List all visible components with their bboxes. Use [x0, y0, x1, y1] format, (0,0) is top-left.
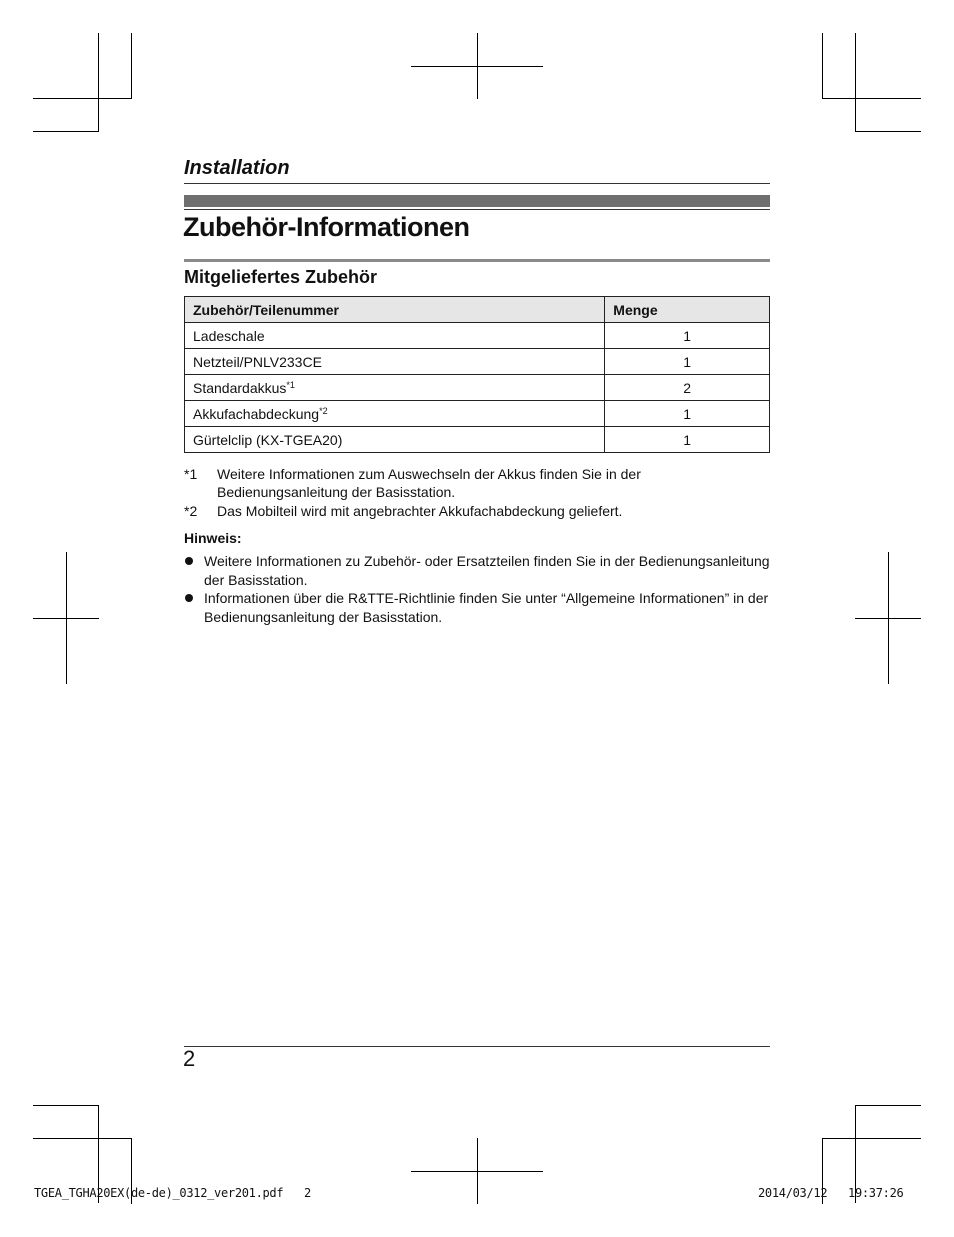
header-rule	[184, 183, 770, 184]
bullet-icon	[185, 594, 193, 602]
footnote-mark: *2	[184, 503, 198, 519]
note-text: Weitere Informationen zu Zubehör- oder Ersatzteilen finden Sie in der Bedienungsanleitung der Basisstation.	[204, 553, 770, 588]
column-header-quantity: Menge	[605, 297, 770, 323]
item-name: Ladeschale	[193, 327, 265, 344]
title-rule	[184, 209, 770, 210]
footnote-mark: *1	[184, 466, 198, 482]
item-cell	[185, 401, 605, 427]
table-row	[185, 375, 770, 401]
column-header-item: Zubehör/Teilenummer	[185, 297, 605, 323]
page-title: Zubehör-Informationen	[183, 212, 470, 242]
quantity-cell: 1	[605, 401, 770, 427]
table-row	[185, 427, 770, 453]
footnote	[184, 502, 770, 520]
table-row	[185, 401, 770, 427]
quantity-cell: 1	[605, 323, 770, 349]
accessory-table	[184, 296, 770, 453]
footnote-text: Das Mobilteil wird mit angebrachter Akkufachabdeckung geliefert.	[217, 503, 623, 519]
item-cell	[185, 349, 605, 375]
quantity-cell: 1	[605, 427, 770, 453]
item-name: Standardakkus	[193, 379, 287, 396]
item-cell	[185, 323, 605, 349]
quantity-cell: 2	[605, 375, 770, 401]
table-row	[185, 323, 770, 349]
item-name: Netzteil/PNLV233CE	[193, 353, 322, 370]
table-row	[185, 349, 770, 375]
note-label: Hinweis:	[184, 530, 242, 546]
footer-datetime: 2014/03/12 19:37:26	[758, 1186, 904, 1200]
item-cell	[185, 375, 605, 401]
item-cell	[185, 427, 605, 453]
title-bar	[184, 195, 770, 207]
title-underline	[184, 259, 770, 262]
bullet-icon	[185, 557, 193, 565]
table-header-row	[185, 297, 770, 323]
item-name: Akkufachabdeckung	[193, 405, 320, 422]
note-bullet	[184, 552, 770, 590]
note-text: Informationen über die R&TTE-Richtlinie finden Sie unter “Allgemeine Informationen” in der Bedienungsanleitung der Basisstation.	[204, 590, 769, 625]
subsection-title: Mitgeliefertes Zubehör	[184, 267, 378, 287]
footnote-ref: *1	[286, 379, 295, 390]
page-number: 2	[183, 1046, 196, 1071]
footer-rule	[184, 1046, 770, 1047]
quantity-cell: 1	[605, 349, 770, 375]
footnote-text: Weitere Informationen zum Auswechseln der Akkus finden Sie in der Bedienungsanleitung der Basisstation.	[217, 466, 641, 500]
footnote	[184, 465, 770, 501]
footer-filename: TGEA_TGHA20EX(de-de)_0312_ver201.pdf 2	[34, 1186, 311, 1200]
footnote-ref: *2	[319, 405, 328, 416]
note-bullet	[184, 589, 770, 627]
section-title: Installation	[184, 157, 290, 179]
item-name: Gürtelclip (KX-TGEA20)	[193, 431, 343, 448]
